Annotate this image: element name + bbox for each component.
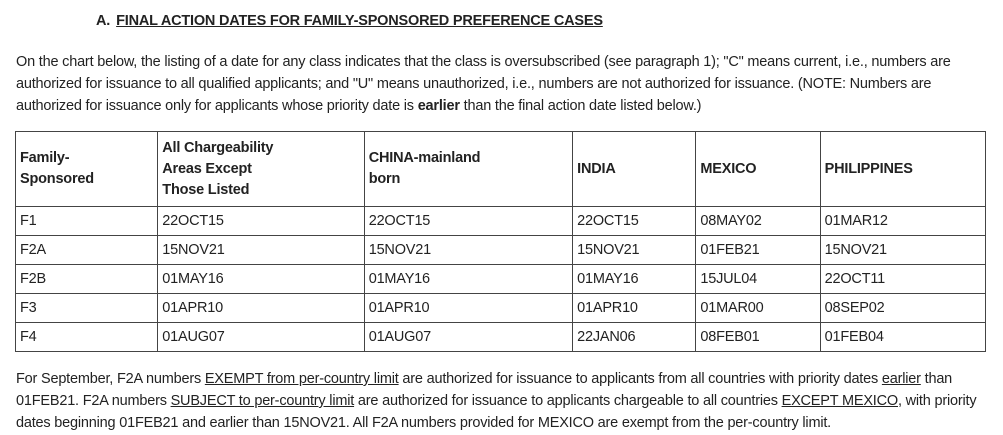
cell-india: 01MAY16 [573, 265, 696, 294]
cell-india: 22OCT15 [573, 207, 696, 236]
row-category: F2B [16, 265, 158, 294]
table-header-row [16, 132, 986, 207]
except-mexico-emphasis: EXCEPT MEXICO [781, 393, 898, 409]
cell-mexico: 01MAR00 [696, 294, 820, 323]
cell-china: 22OCT15 [364, 207, 572, 236]
intro-emphasis: earlier [417, 98, 460, 114]
cell-mexico: 08FEB01 [696, 323, 820, 352]
row-category: F3 [16, 294, 158, 323]
cell-all-chargeability: 15NOV21 [158, 236, 364, 265]
exempt-emphasis: EXEMPT from per-country limit [204, 371, 399, 387]
table-row [16, 294, 986, 323]
cell-philippines: 08SEP02 [820, 294, 985, 323]
cell-mexico: 15JUL04 [696, 265, 820, 294]
header-india: INDIA [573, 132, 696, 207]
section-title: FINAL ACTION DATES FOR FAMILY-SPONSORED PREFERENCE CASES [116, 13, 603, 29]
table-row [16, 323, 986, 352]
cell-china: 01APR10 [364, 294, 572, 323]
cell-china: 01MAY16 [364, 265, 572, 294]
header-philippines: PHILIPPINES [820, 132, 985, 207]
cell-mexico: 08MAY02 [696, 207, 820, 236]
header-all-chargeability: All Chargeability Areas Except Those Listed [158, 132, 364, 207]
intro-paragraph [16, 51, 986, 117]
row-category: F1 [16, 207, 158, 236]
table-row [16, 236, 986, 265]
cell-india: 22JAN06 [573, 323, 696, 352]
row-category: F4 [16, 323, 158, 352]
table-row [16, 265, 986, 294]
section-prefix: A. [96, 13, 111, 29]
cell-all-chargeability: 01MAY16 [158, 265, 364, 294]
footnote-paragraph: For September, F2A numbers EXEMPT from per-country limit are authorized for issuance to applicants from all countries with priority dates earlier than 01FEB21. F2A numbers SUBJECT to per-country limit are authorized for issuance to applicants chargeable to all countries EXCEPT MEXICO, with priority dates beginning 01FEB21 and earlier than 15NOV21. All F2A numbers provided for MEXICO are exempt from the per-country limit. [16, 371, 977, 431]
cell-all-chargeability: 22OCT15 [158, 207, 364, 236]
cell-mexico: 01FEB21 [696, 236, 820, 265]
header-china: CHINA-mainland born [364, 132, 572, 207]
cell-china: 15NOV21 [364, 236, 572, 265]
cell-all-chargeability: 01AUG07 [158, 323, 364, 352]
cell-philippines: 22OCT11 [820, 265, 985, 294]
intro-text-1: On the chart below, the listing of a date for any class indicates that the class is oversubscribed (see paragraph 1); "C" means current, i.e., numbers are authorized for issuance to all qualified applicants; and "U" means unauthorized, i.e., numbers are not authorized for issuance. (NOTE: Numbers are authorized for issuance only for applicants whose priority date is [16, 54, 951, 114]
final-action-dates-table [15, 131, 986, 352]
cell-philippines: 01MAR12 [820, 207, 985, 236]
cell-all-chargeability: 01APR10 [158, 294, 364, 323]
earlier-emphasis: earlier [881, 371, 921, 387]
row-category: F2A [16, 236, 158, 265]
header-mexico: MEXICO [696, 132, 820, 207]
header-family-sponsored: Family- Sponsored [16, 132, 158, 207]
subject-emphasis: SUBJECT to per-country limit [170, 393, 355, 409]
cell-china: 01AUG07 [364, 323, 572, 352]
cell-india: 01APR10 [573, 294, 696, 323]
table-row [16, 207, 986, 236]
intro-text-2: than the final action date listed below.) [459, 98, 702, 114]
section-heading [96, 13, 603, 29]
cell-philippines: 01FEB04 [820, 323, 985, 352]
cell-india: 15NOV21 [573, 236, 696, 265]
cell-philippines: 15NOV21 [820, 236, 985, 265]
